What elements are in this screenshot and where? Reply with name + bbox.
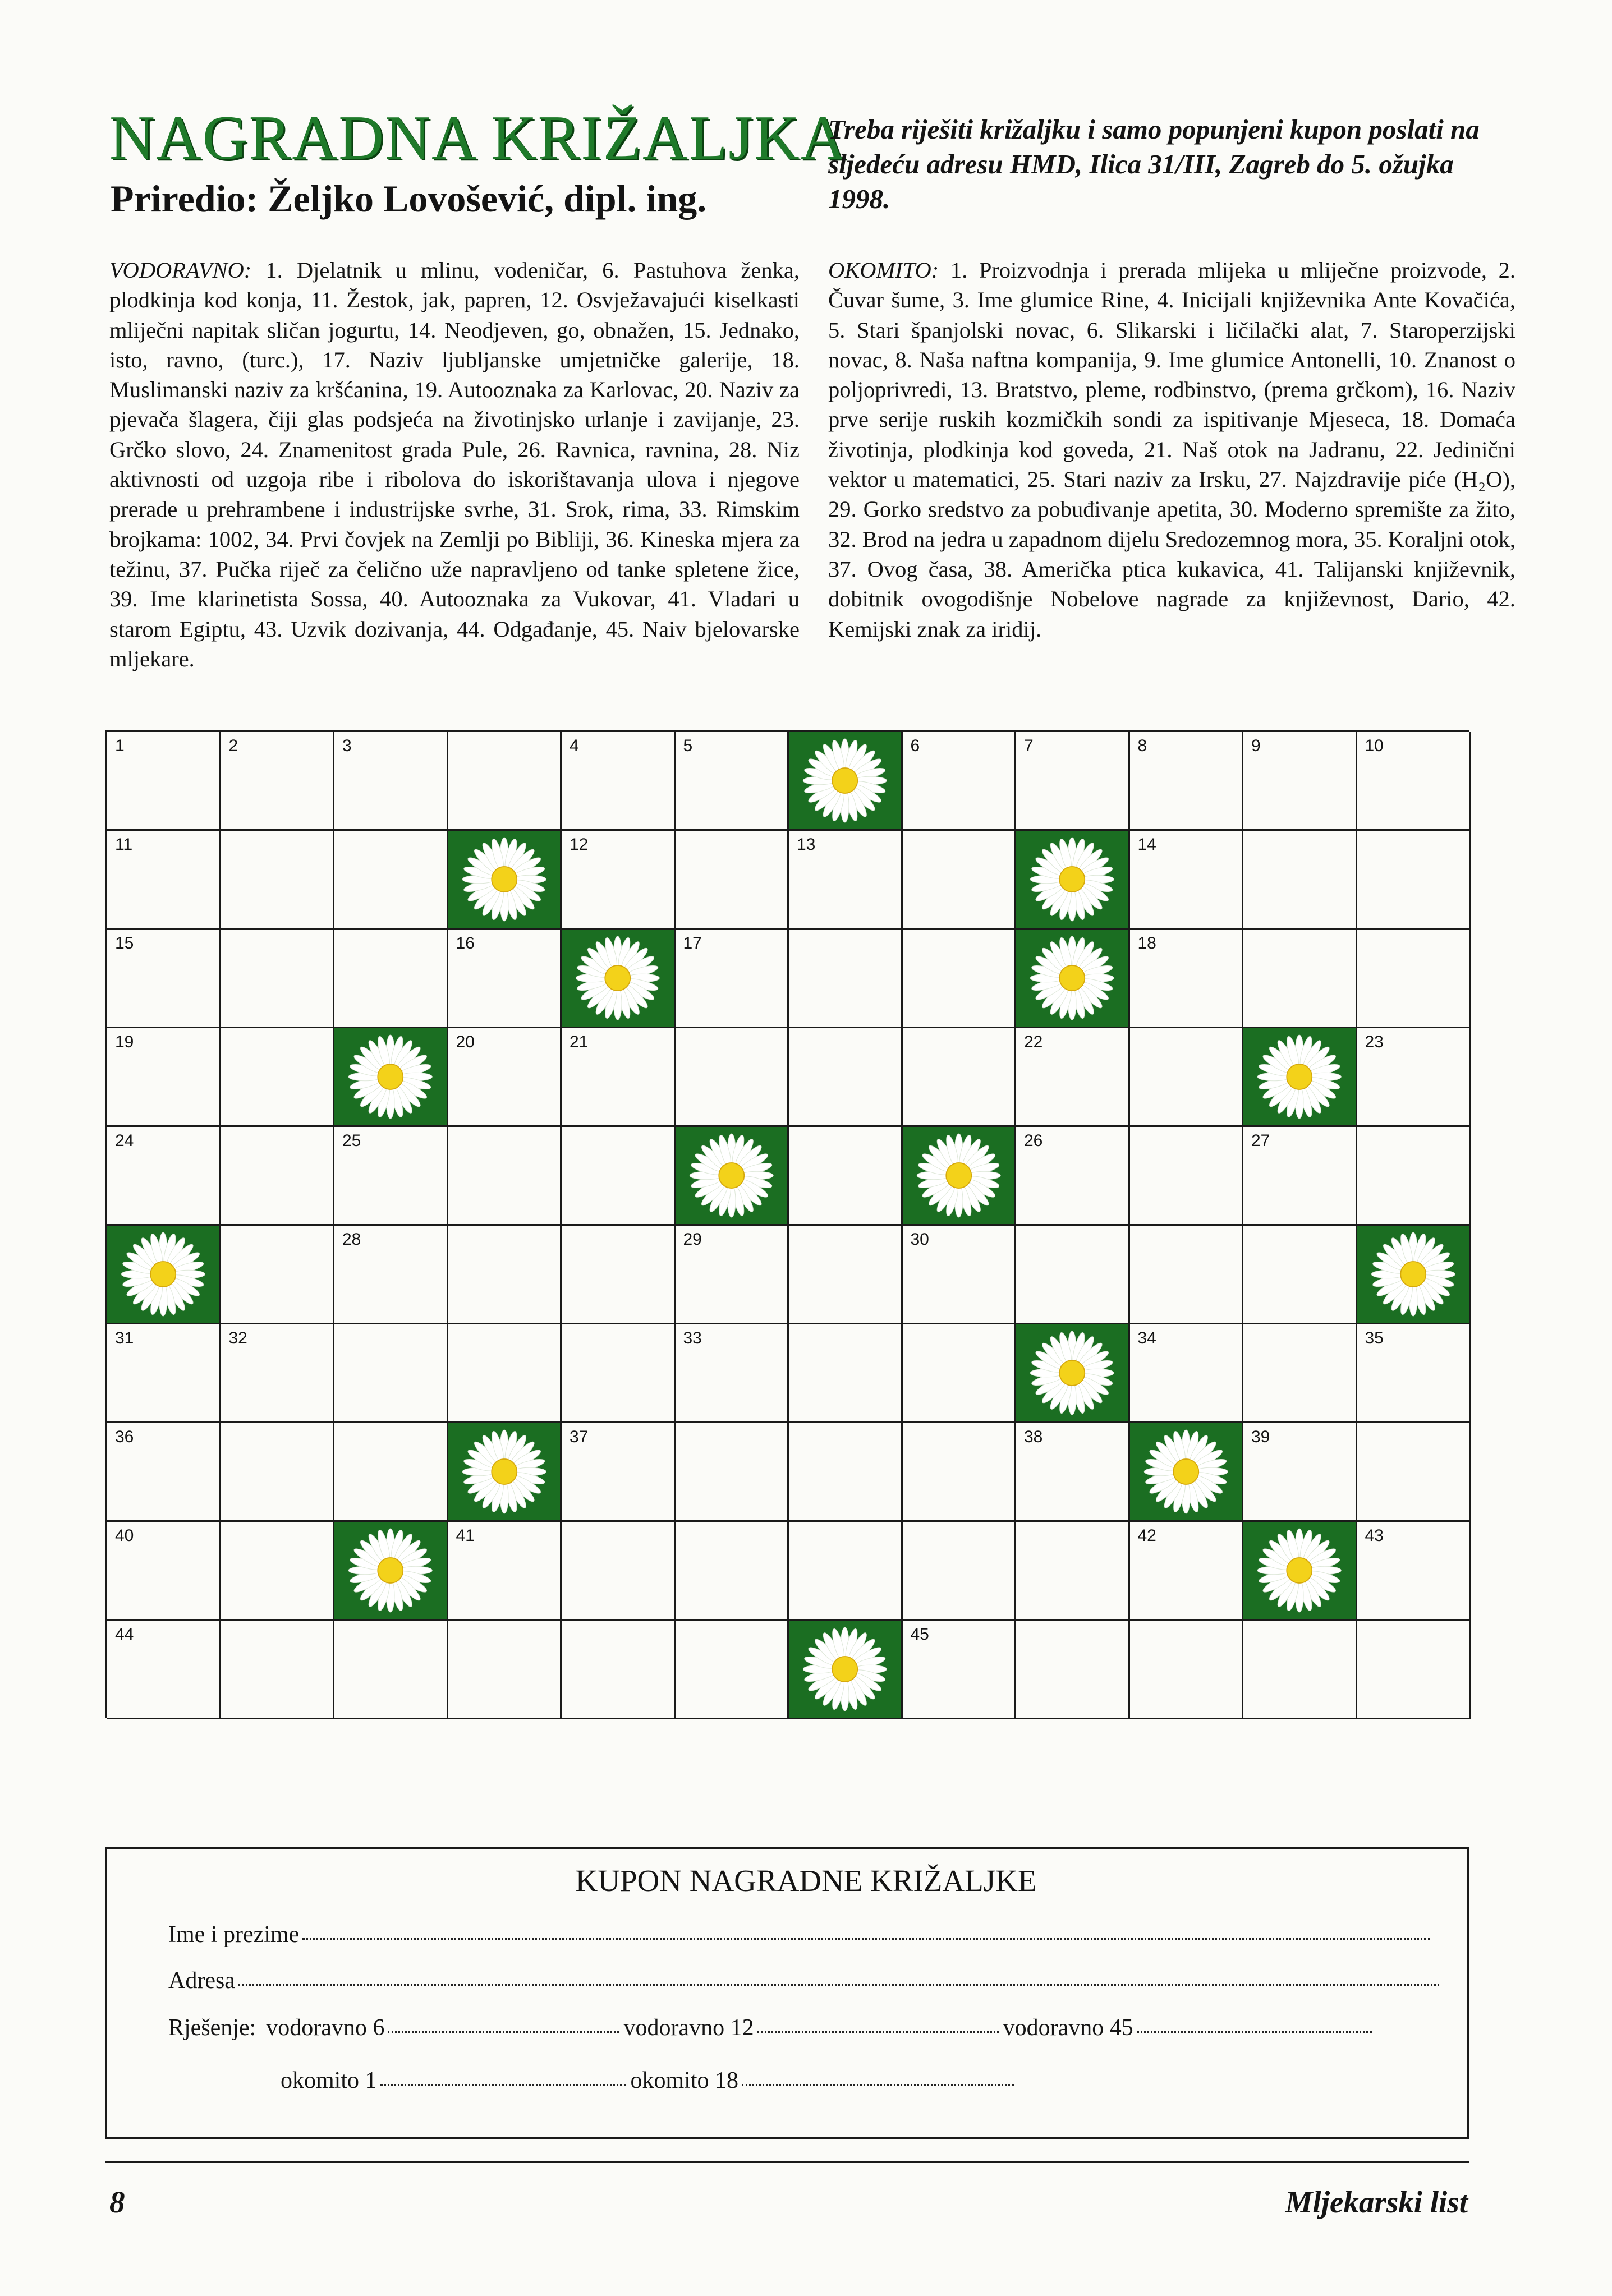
grid-cell[interactable] [1130, 1028, 1244, 1127]
grid-cell[interactable] [1243, 1127, 1357, 1226]
grid-cell[interactable] [1016, 1621, 1130, 1719]
grid-block [789, 1621, 903, 1719]
grid-cell[interactable] [903, 930, 1017, 1028]
grid-cell[interactable] [448, 1621, 562, 1719]
grid-cell[interactable] [676, 1324, 789, 1423]
grid-cell[interactable] [1130, 1621, 1244, 1719]
grid-cell[interactable] [221, 1127, 335, 1226]
grid-cell[interactable] [903, 1226, 1017, 1324]
cell-number: 31 [115, 1329, 134, 1347]
grid-cell[interactable] [334, 1226, 448, 1324]
cell-number: 36 [115, 1428, 134, 1446]
grid-cell[interactable] [1357, 1423, 1471, 1522]
grid-cell[interactable] [107, 930, 221, 1028]
cell-number: 8 [1137, 737, 1147, 755]
cell-number: 7 [1024, 737, 1034, 755]
instructions: Treba riješiti križaljku i samo popunjeni kupon poslati na sljedeću adresu HMD, Ilica 31/III, Zagreb do 5. ožujka 1998. [828, 114, 1480, 214]
grid-cell[interactable] [107, 1423, 221, 1522]
daisy-flower-icon [1243, 1522, 1356, 1619]
cell-number: 39 [1251, 1428, 1270, 1446]
cell-number: 1 [115, 737, 125, 755]
cell-number: 23 [1365, 1033, 1384, 1051]
grid-cell[interactable] [334, 1324, 448, 1423]
across6-label: vodoravno 6 [266, 2015, 385, 2041]
cell-number: 43 [1365, 1526, 1384, 1545]
grid-block [789, 732, 903, 831]
grid-cell[interactable] [107, 831, 221, 930]
address-field[interactable] [238, 1984, 1439, 1986]
grid-cell[interactable] [676, 1226, 789, 1324]
cell-number: 29 [683, 1230, 702, 1249]
cell-number: 33 [683, 1329, 702, 1347]
grid-cell[interactable] [789, 930, 903, 1028]
grid-cell[interactable] [221, 831, 335, 930]
grid-cell[interactable] [1130, 831, 1244, 930]
clues-across-label: VODORAVNO: [109, 257, 252, 283]
cell-number: 42 [1137, 1526, 1156, 1545]
grid-cell[interactable] [903, 1324, 1017, 1423]
grid-cell[interactable] [448, 1127, 562, 1226]
grid-cell[interactable] [334, 1621, 448, 1719]
down18-label: okomito 18 [630, 2068, 739, 2093]
grid-cell[interactable] [221, 1324, 335, 1423]
cell-number: 45 [910, 1625, 929, 1644]
cell-number: 19 [115, 1033, 134, 1051]
clues-across [109, 255, 800, 674]
grid-cell[interactable] [334, 1423, 448, 1522]
grid-cell[interactable] [1243, 1226, 1357, 1324]
grid-cell[interactable] [1016, 1522, 1130, 1621]
cell-number: 15 [115, 934, 134, 953]
grid-cell[interactable] [789, 1226, 903, 1324]
author-line: Priredio: Željko Lovošević, dipl. ing. [111, 177, 707, 220]
grid-block [676, 1127, 789, 1226]
grid-cell[interactable] [903, 1621, 1017, 1719]
grid-cell[interactable] [676, 732, 789, 831]
grid-cell[interactable] [562, 1226, 676, 1324]
grid-cell[interactable] [1357, 1127, 1471, 1226]
grid-cell[interactable] [903, 732, 1017, 831]
daisy-flower-icon [107, 1226, 219, 1323]
grid-cell[interactable] [334, 732, 448, 831]
cell-number: 26 [1024, 1131, 1043, 1150]
grid-cell[interactable] [676, 1522, 789, 1621]
page-number: 8 [109, 2185, 125, 2219]
grid-cell[interactable] [1016, 1028, 1130, 1127]
cell-number: 2 [228, 737, 238, 755]
clues-down-text: 1. Proizvodnja i prerada mlijeka u mliječne proizvode, 2. Čuvar šume, 3. Ime glumice Rine, 4. Inicijali književnika Ante Kovačića, 5. Stari španjolski novac, 6. Slikarski i ličilački alat, 7. Staroperzijski novac, 8. Naša naftna kompanija, 9. Ime glumice Antonelli, 10. Znanost o poljoprivredi, 13. Bratstvo, pleme, rodbinstvo, (prema grčkom), 16. Naziv prve serije ruskih kozmičkih sondi za ispitivanje Mjeseca, 18. Domaća životinja, plodkinja kod goveda, 21. Naš otok na Jadranu, 22. Jedinični vektor u matematici, 25. Stari naziv za Irsku, 27. Najzdravije piće (H₂O), 29. Gorko sredstvo za pobuđivanje apetita, 30. Moderno spremište za žito, 32. Brod na jedra u zapadnom dijelu Sredozemnog mora, 35. Koraljni otok, 37. Ovog časa, 38. Američka ptica kukavica, 41. Talijanski književnik, dobitnik ovogodišnje Nobelove nagrade za književnost, Dario, 42. Kemijski znak za iridij. [828, 257, 1515, 642]
across12-label: vodoravno 12 [623, 2015, 754, 2041]
magazine-name: Mljekarski list [1285, 2185, 1468, 2219]
cell-number: 38 [1024, 1428, 1043, 1446]
grid-cell[interactable] [676, 1621, 789, 1719]
grid-block [1016, 930, 1130, 1028]
grid-cell[interactable] [221, 732, 335, 831]
clues-down-label: OKOMITO: [828, 257, 939, 283]
grid-cell[interactable] [1130, 1324, 1244, 1423]
cell-number: 40 [115, 1526, 134, 1545]
cell-number: 14 [1137, 835, 1156, 854]
grid-cell[interactable] [676, 1028, 789, 1127]
grid-cell[interactable] [676, 930, 789, 1028]
cell-number: 10 [1365, 737, 1384, 755]
grid-cell[interactable] [107, 1621, 221, 1719]
grid-cell[interactable] [562, 831, 676, 930]
grid-cell[interactable] [1357, 1324, 1471, 1423]
cell-number: 18 [1137, 934, 1156, 953]
grid-cell[interactable] [903, 1522, 1017, 1621]
daisy-flower-icon [789, 1621, 901, 1718]
grid-cell[interactable] [903, 1423, 1017, 1522]
grid-block [334, 1522, 448, 1621]
grid-cell[interactable] [334, 831, 448, 930]
name-field[interactable] [302, 1938, 1430, 1940]
grid-cell[interactable] [562, 1127, 676, 1226]
grid-cell[interactable] [221, 1621, 335, 1719]
grid-cell[interactable] [562, 1423, 676, 1522]
grid-cell[interactable] [1016, 1127, 1130, 1226]
cell-number: 44 [115, 1625, 134, 1644]
grid-block [1016, 831, 1130, 930]
grid-cell[interactable] [562, 732, 676, 831]
cell-number: 24 [115, 1131, 134, 1150]
grid-cell[interactable] [1243, 930, 1357, 1028]
down18-field[interactable] [742, 2084, 1014, 2086]
grid-cell[interactable] [221, 1226, 335, 1324]
grid-cell[interactable] [1016, 1226, 1130, 1324]
coupon-solution-row [168, 2016, 1377, 2040]
grid-cell[interactable] [903, 831, 1017, 930]
daisy-flower-icon [789, 732, 901, 829]
grid-cell[interactable] [1243, 1324, 1357, 1423]
grid-cell[interactable] [903, 1028, 1017, 1127]
cell-number: 41 [456, 1526, 475, 1545]
grid-block [448, 831, 562, 930]
grid-cell[interactable] [789, 1028, 903, 1127]
daisy-flower-icon [1357, 1226, 1469, 1323]
daisy-flower-icon [562, 930, 674, 1027]
cell-number: 27 [1251, 1131, 1270, 1150]
grid-cell[interactable] [107, 1324, 221, 1423]
grid-cell[interactable] [107, 732, 221, 831]
coupon-name-row [168, 1923, 1435, 1947]
cell-number: 35 [1365, 1329, 1384, 1347]
cell-number: 12 [570, 835, 589, 854]
grid-cell[interactable] [334, 1127, 448, 1226]
grid-cell[interactable] [789, 1127, 903, 1226]
cell-number: 32 [228, 1329, 247, 1347]
cell-number: 17 [683, 934, 702, 953]
cell-number: 25 [342, 1131, 361, 1150]
grid-block [1243, 1522, 1357, 1621]
cell-number: 3 [342, 737, 352, 755]
clues-across-text: 1. Djelatnik u mlinu, vodeničar, 6. Pastuhova ženka, plodkinja kod konja, 11. Žestok, jak, papren, 12. Osvježavajući kiselkasti mliječni napitak sličan jogurtu, 14. Neodjeven, go, obnažen, 15. Jednako, isto, ravno, (turc.), 17. Naziv ljubljanske umjetničke galerije, 18. Muslimanski naziv za kršćanina, 19. Autooznaka za Karlovac, 20. Naziv za pjevača šlagera, čiji glas podsjeća na životinjsko urlanje i zavijanje, 23. Grčko slovo, 24. Znamenitost grada Pule, 26. Ravnica, ravnina, 28. Niz aktivnosti od uzgoja ribe i ribolova do iskorištavanja ulova i njegove prerade u prehrambene i industrijske svrhe, 31. Srok, rima, 33. Rimskim brojkama: 1002, 34. Prvi čovjek na Zemlji po Bibliji, 36. Kineska mjera za težinu, 37. Pučka riječ za čelično uže napravljeno od tanke spletene žice, 39. Ime klarinetista Sossa, 40. Autooznaka za Vukovar, 41. Vladari u starom Egiptu, 43. Uzvik dozivanja, 44. Odgađanje, 45. Naiv bjelovarske mljekare. [109, 257, 800, 671]
grid-cell[interactable] [1243, 732, 1357, 831]
grid-block [1130, 1423, 1244, 1522]
across45-label: vodoravno 45 [1003, 2015, 1133, 2041]
grid-cell[interactable] [448, 1226, 562, 1324]
grid-block [1357, 1226, 1471, 1324]
clues-down [828, 255, 1515, 644]
page-title: NAGRADNA KRIŽALJKA [109, 103, 847, 173]
grid-cell[interactable] [448, 1324, 562, 1423]
grid-cell[interactable] [562, 1324, 676, 1423]
grid-block [107, 1226, 221, 1324]
grid-cell[interactable] [789, 1423, 903, 1522]
cell-number: 22 [1024, 1033, 1043, 1051]
down1-field[interactable] [380, 2084, 626, 2086]
footer-rule [105, 2161, 1469, 2163]
grid-cell[interactable] [1016, 1423, 1130, 1522]
grid-block [334, 1028, 448, 1127]
cell-number: 34 [1137, 1329, 1156, 1347]
grid-cell[interactable] [1357, 831, 1471, 930]
daisy-flower-icon [1130, 1423, 1242, 1520]
grid-cell[interactable] [789, 1324, 903, 1423]
coupon-down-row [281, 2069, 1018, 2092]
cell-number: 20 [456, 1033, 475, 1051]
down1-label: okomito 1 [281, 2068, 377, 2093]
grid-cell[interactable] [221, 930, 335, 1028]
grid-cell[interactable] [676, 831, 789, 930]
grid-block [1016, 1324, 1130, 1423]
daisy-flower-icon [676, 1127, 788, 1224]
grid-cell[interactable] [1357, 1621, 1471, 1719]
solution-label: Rješenje: [168, 2015, 256, 2041]
grid-cell[interactable] [1130, 930, 1244, 1028]
grid-cell[interactable] [562, 1522, 676, 1621]
grid-cell[interactable] [562, 1028, 676, 1127]
grid-cell[interactable] [789, 831, 903, 930]
grid-cell[interactable] [448, 1028, 562, 1127]
cell-number: 37 [570, 1428, 589, 1446]
across12-field[interactable] [757, 2031, 999, 2033]
daisy-flower-icon [1243, 1028, 1356, 1125]
daisy-flower-icon [448, 1423, 561, 1520]
daisy-flower-icon [1016, 930, 1128, 1027]
cell-number: 5 [683, 737, 693, 755]
daisy-flower-icon [1016, 1324, 1128, 1421]
cell-number: 11 [115, 835, 133, 854]
grid-cell[interactable] [334, 930, 448, 1028]
grid-cell[interactable] [1130, 732, 1244, 831]
grid-cell[interactable] [789, 1522, 903, 1621]
grid-cell[interactable] [1357, 930, 1471, 1028]
cell-number: 9 [1251, 737, 1261, 755]
cell-number: 4 [570, 737, 579, 755]
daisy-flower-icon [334, 1028, 447, 1125]
cell-number: 16 [456, 934, 475, 953]
grid-cell[interactable] [1357, 1028, 1471, 1127]
grid-cell[interactable] [1243, 1423, 1357, 1522]
grid-block [448, 1423, 562, 1522]
daisy-flower-icon [903, 1127, 1015, 1224]
coupon-address-row [168, 1969, 1444, 1993]
grid-cell[interactable] [1130, 1226, 1244, 1324]
grid-cell[interactable] [1243, 831, 1357, 930]
coupon-title: KUPON NAGRADNE KRIŽALJKE [575, 1864, 1037, 1898]
grid-cell[interactable] [1243, 1621, 1357, 1719]
grid-cell[interactable] [448, 1522, 562, 1621]
grid-cell[interactable] [562, 1621, 676, 1719]
across6-field[interactable] [388, 2031, 619, 2033]
grid-block [903, 1127, 1017, 1226]
grid-cell[interactable] [448, 732, 562, 831]
daisy-flower-icon [1016, 831, 1128, 928]
grid-cell[interactable] [448, 930, 562, 1028]
crossword-grid [105, 730, 1469, 1718]
grid-cell[interactable] [221, 1522, 335, 1621]
name-label: Ime i prezime [168, 1922, 300, 1948]
grid-cell[interactable] [1016, 732, 1130, 831]
cell-number: 28 [342, 1230, 361, 1249]
grid-block [562, 930, 676, 1028]
cell-number: 21 [570, 1033, 589, 1051]
grid-cell[interactable] [1357, 732, 1471, 831]
daisy-flower-icon [334, 1522, 447, 1619]
grid-block [1243, 1028, 1357, 1127]
grid-cell[interactable] [107, 1127, 221, 1226]
grid-cell[interactable] [1130, 1522, 1244, 1621]
grid-cell[interactable] [676, 1423, 789, 1522]
address-label: Adresa [168, 1968, 235, 1994]
grid-cell[interactable] [1130, 1127, 1244, 1226]
cell-number: 13 [797, 835, 816, 854]
grid-cell[interactable] [221, 1028, 335, 1127]
grid-cell[interactable] [107, 1028, 221, 1127]
daisy-flower-icon [448, 831, 561, 928]
across45-field[interactable] [1137, 2031, 1372, 2033]
grid-cell[interactable] [107, 1522, 221, 1621]
cell-number: 30 [910, 1230, 929, 1249]
grid-cell[interactable] [221, 1423, 335, 1522]
cell-number: 6 [910, 737, 920, 755]
grid-cell[interactable] [1357, 1522, 1471, 1621]
